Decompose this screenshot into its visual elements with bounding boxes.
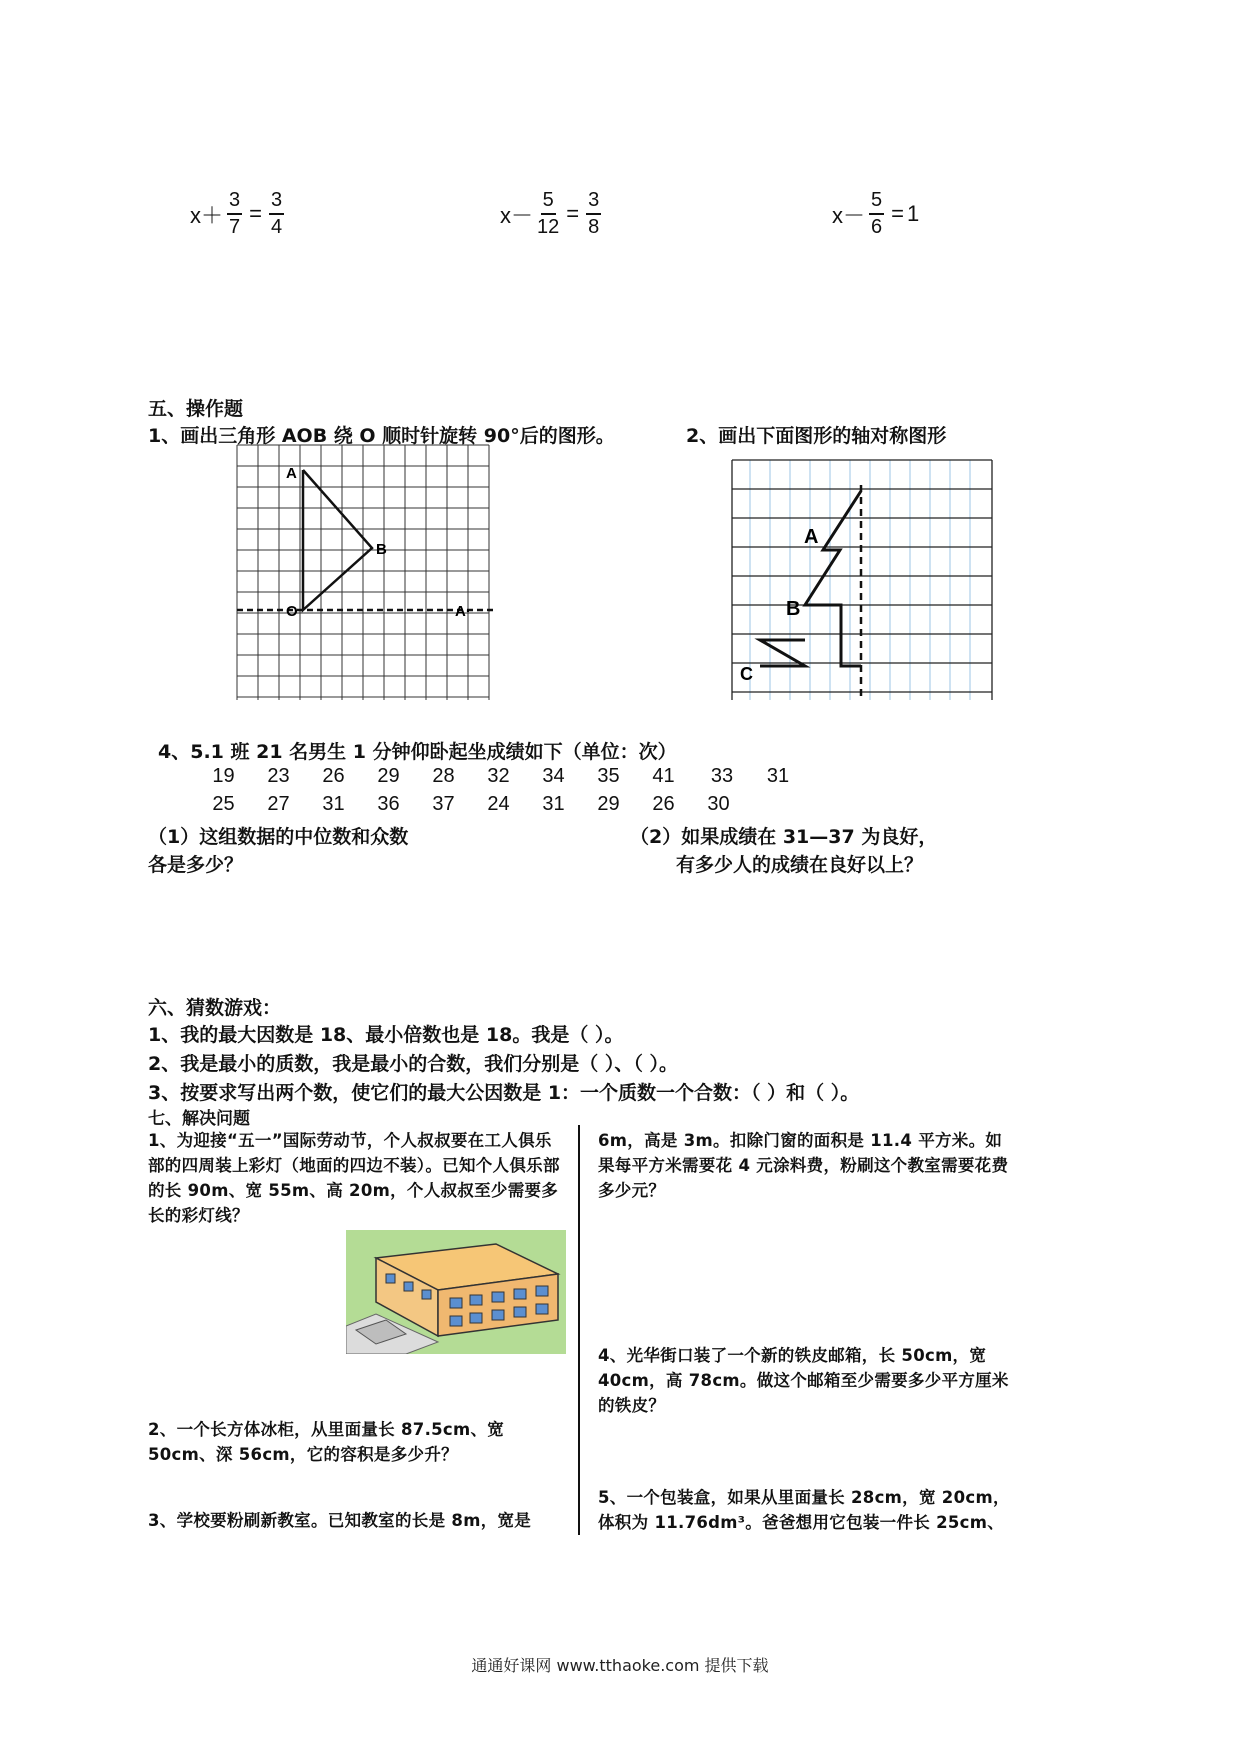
equation-1: x＋ $\frac{3}{7}$ = $\frac{3}{4}$ — [190, 189, 283, 238]
fraction: $\frac{3}{7}$ — [229, 189, 241, 238]
section7-title: 七、解决问题 — [148, 1109, 250, 1129]
fraction: $\frac{5}{12}$ — [537, 189, 560, 238]
fraction: $\frac{3}{4}$ — [271, 189, 283, 238]
score-value: 19 — [212, 765, 235, 787]
stats-q1-line2: 各是多少？ — [148, 854, 244, 876]
fraction: $\frac{5}{6}$ — [871, 189, 883, 238]
problem-3: 3、学校要粉刷新教室。已知教室的长是 8m，宽是 — [148, 1511, 532, 1530]
section5-title: 五、操作题 — [148, 398, 244, 420]
stats-title: 4、5.1 班 21 名男生 1 分钟仰卧起坐成绩如下（单位：次） — [158, 741, 677, 763]
score-value: 24 — [487, 793, 510, 815]
score-value: 31 — [542, 793, 565, 815]
building-illustration — [346, 1230, 566, 1354]
section5-q2: 2、画出下面图形的轴对称图形 — [686, 425, 947, 447]
footer-text: 通通好课网 www.tthaoke.com 提供下载 — [471, 1656, 769, 1675]
symmetry-grid-figure — [730, 455, 1000, 705]
section6-title: 六、猜数游戏： — [148, 997, 282, 1019]
label-a-prime: A· — [455, 603, 471, 620]
label-a: A — [804, 526, 819, 548]
score-value: 27 — [267, 793, 290, 815]
stats-q1-line1: （1）这组数据的中位数和众数 — [148, 826, 409, 848]
stats-row-2 — [196, 793, 746, 816]
equation-lhs: x－ — [832, 202, 866, 228]
score-value: 29 — [377, 765, 400, 787]
score-value: 36 — [377, 793, 400, 815]
equation-lhs: x＋ — [190, 202, 224, 228]
score-value: 34 — [542, 765, 565, 787]
score-value: 37 — [432, 793, 455, 815]
fraction: $\frac{3}{8}$ — [588, 189, 600, 238]
label-c: C — [740, 664, 753, 684]
column-divider — [578, 1125, 580, 1535]
score-value: 41 — [652, 765, 675, 787]
label-o: O — [286, 603, 298, 620]
rotation-grid-figure — [140, 440, 510, 710]
equation-3: x－ $\frac{5}{6}$ = 1 — [832, 189, 920, 238]
score-value: 31 — [322, 793, 345, 815]
label-b: B — [786, 598, 801, 620]
problem-3-continued: 6m，高是 3m。扣除门窗的面积是 11.4 平方米。如果每平方米需要花 4 元涂料费，粉刷这个教室需要花费多少元？ — [598, 1131, 1009, 1200]
equation-lhs: x－ — [500, 202, 534, 228]
score-value: 35 — [597, 765, 620, 787]
score-value: 31 — [766, 765, 790, 787]
label-b: B — [376, 541, 387, 558]
score-value: 33 — [710, 765, 734, 787]
section6-q1: 1、我的最大因数是 18、最小倍数也是 18。我是（ ）。 — [148, 1024, 624, 1046]
problem-4: 4、光华街口装了一个新的铁皮邮箱，长 50cm，宽 40cm，高 78cm。做这个邮箱至少需要多少平方厘米的铁皮？ — [598, 1346, 1009, 1415]
equation-rhs: 1 — [907, 201, 920, 226]
score-value: 30 — [707, 793, 730, 815]
problem-2: 2、一个长方体冰柜，从里面量长 87.5cm、宽 50cm、深 56cm，它的容积是多少升？ — [148, 1420, 505, 1464]
score-value: 25 — [212, 793, 235, 815]
score-value: 28 — [432, 765, 455, 787]
section6-q3: 3、按要求写出两个数，使它们的最大公因数是 1：一个质数一个合数：（ ）和（ ）。 — [148, 1082, 860, 1104]
score-value: 23 — [267, 765, 290, 787]
section6-q2: 2、我是最小的质数，我是最小的合数，我们分别是（ ）、（ ）。 — [148, 1053, 678, 1075]
stats-q2-line1: （2）如果成绩在 31—37 为良好， — [630, 826, 938, 848]
equation-2: x－ $\frac{5}{12}$ = $\frac{3}{8}$ — [500, 189, 600, 238]
score-value: 32 — [487, 765, 510, 787]
stats-q2-line2: 有多少人的成绩在良好以上？ — [676, 854, 924, 876]
problem-1: 1、为迎接“五一”国际劳动节，个人叔叔要在工人俱乐部的四周装上彩灯（地面的四边不装）。已知个人俱乐部的长 90m、宽 55m、高 20m，个人叔叔至少需要多长的彩灯线？ — [148, 1131, 560, 1225]
score-value: 26 — [322, 765, 345, 787]
score-value: 29 — [597, 793, 620, 815]
label-a: A — [286, 465, 297, 482]
problem-5: 5、一个包装盒，如果从里面量长 28cm，宽 20cm，体积为 11.76dm³。爸爸想用它包装一件长 25cm、 — [598, 1488, 1010, 1532]
score-value: 26 — [652, 793, 675, 815]
stats-row-1 — [196, 765, 803, 788]
section5-q1: 1、画出三角形 AOB 绕 O 顺时针旋转 90°后的图形。 — [148, 425, 615, 447]
